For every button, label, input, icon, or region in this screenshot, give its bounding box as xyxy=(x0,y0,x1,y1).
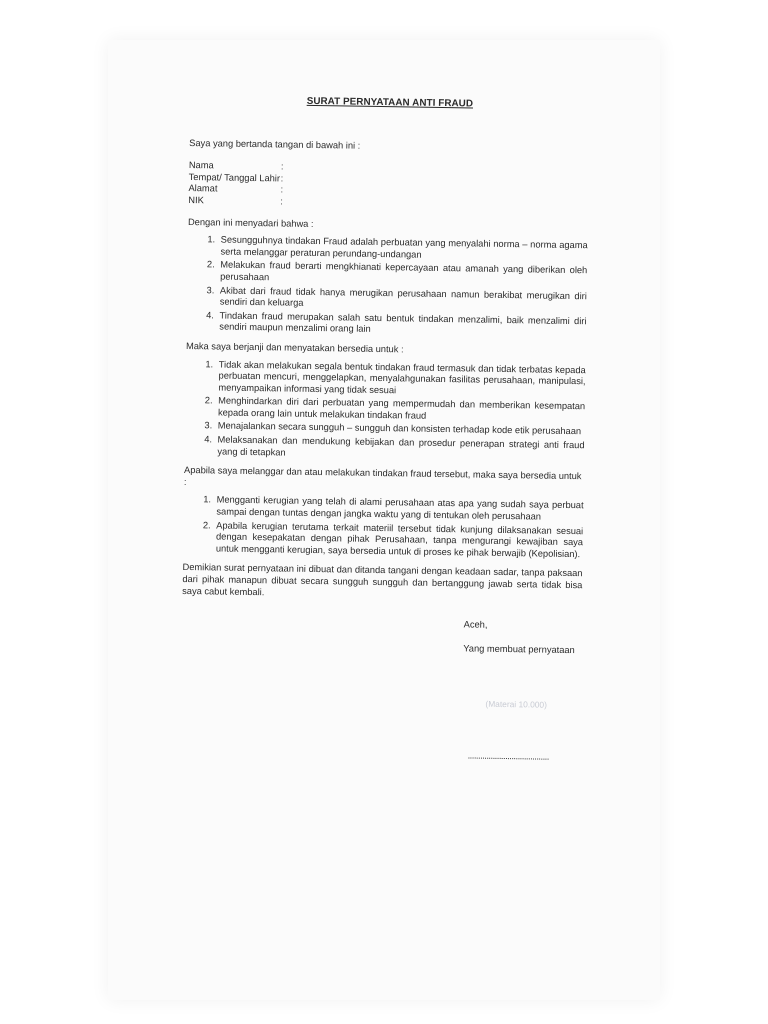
field-separator: : xyxy=(280,184,284,195)
list-item: 1. Sesungguhnya tindakan Fraud adalah perbuatan yang menyalahi norma – norma agama serta melanggar peraturan perundang-undangan xyxy=(217,235,587,264)
signature-city: Aceh, xyxy=(463,619,488,630)
list-item: 2. Melakukan fraud berarti mengkhianati kepercayaan atau amanah yang diberikan oleh perusahaan xyxy=(217,260,587,289)
intro-text: Saya yang bertanda tangan di bawah ini : xyxy=(189,137,361,151)
closing-paragraph: Demikian surat pernyataan ini dibuat dan ditanda tangani dengan keadaan sadar, tanpa paksaan dari pihak manapun dibuat secara sungguh sungguh dan bertanggung jawab serta tidak bisa saya cabut kembali. xyxy=(182,562,583,597)
promise-list xyxy=(184,358,586,463)
list-item: 2. Apabila kerugian terutama terkait materiil tersebut tidak kunjung dilaksanakan sesuai dengan kesepakatan dengan pihak Perusahaan, tanpa mengurangi kewajiban saya untuk mengganti kerugian, saya bersedia untuk di proses ke pihak berwajib (Kepolisian). xyxy=(213,520,584,561)
list-item: 1. Tidak akan melakukan segala bentuk tindakan fraud termasuk dan tidak terbatas kepada perbuatan mencuri, menggelapkan, menyalahgunakan fasilitas perusahaan, manipulasi, menyampaikan informasi yang tidak sesuai xyxy=(215,359,586,400)
identity-fields xyxy=(188,160,589,213)
signature-block xyxy=(463,620,582,657)
awareness-heading: Dengan ini menyadari bahwa : xyxy=(187,216,314,229)
promise-heading: Maka saya berjanji dan menyatakan bersedia untuk : xyxy=(185,340,404,355)
field-label: Tempat/ Tanggal Lahir xyxy=(188,171,281,184)
violation-heading: Apabila saya melanggar dan atau melakukan tindakan fraud tersebut, maka saya bersedia untuk : xyxy=(183,465,582,487)
list-item: 4. Melaksanakan dan mendukung kebijakan dan prosedur penerapan strategi anti fraud yang di tetapkan xyxy=(214,434,584,463)
field-label: Nama xyxy=(188,160,214,171)
field-separator: : xyxy=(280,161,284,172)
field-label: NIK xyxy=(188,194,204,206)
signature-line: ....................................... xyxy=(467,750,549,762)
stamp-placeholder: (Materai 10.000) xyxy=(485,699,547,711)
violation-list xyxy=(183,494,584,560)
list-item: 2. Menghindarkan diri dari perbuatan yang mempermudah dan memberikan kesempatan kepada orang lain untuk melakukan tindakan fraud xyxy=(215,396,585,425)
letter-content xyxy=(180,94,590,764)
signature-role: Yang membuat pernyataan xyxy=(463,643,575,655)
list-item: 1. Mengganti kerugian yang telah di alami perusahaan atas apa yang sudah saya perbuat sampai dengan tuntas dengan jangka waktu yang di tentukan oleh perusahaan xyxy=(213,495,583,524)
list-item: 3. Menajalankan secara sungguh – sungguh dan konsisten terhadap kode etik perusahaan xyxy=(215,421,585,438)
field-label: Alamat xyxy=(188,183,218,194)
field-separator: : xyxy=(280,173,284,184)
awareness-list xyxy=(186,234,588,339)
list-item: 4. Tindakan fraud merupakan salah satu bentuk tindakan menzalimi, baik menzalimi diri sendiri maupun menzalimi orang lain xyxy=(216,310,586,339)
field-separator: : xyxy=(280,196,283,207)
list-item: 3. Akibat dari fraud tidak hanya merugikan perusahaan namun berakibat merugikan diri sendiri dan keluarga xyxy=(217,285,587,314)
letter-title: SURAT PERNYATAAN ANTI FRAUD xyxy=(306,95,474,110)
